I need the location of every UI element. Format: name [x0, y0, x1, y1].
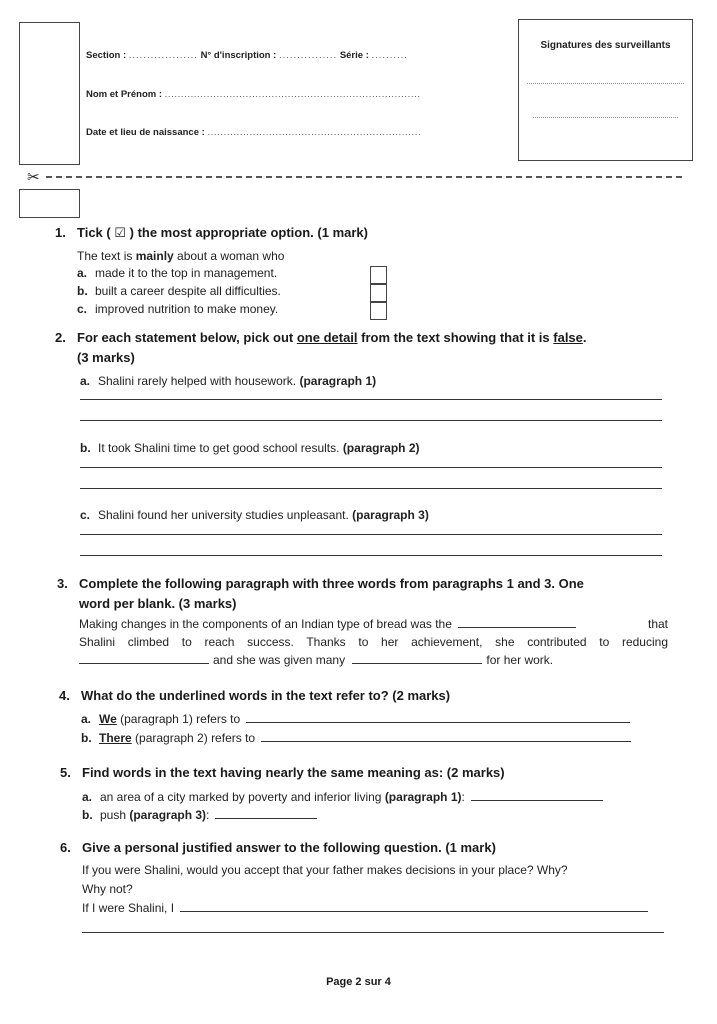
inscription-field[interactable]: ................ — [278, 50, 338, 61]
q2c-answer-line-2[interactable] — [80, 555, 662, 556]
option-text: improved nutrition to make money. — [95, 302, 279, 316]
section-field[interactable]: ................... — [128, 50, 198, 61]
item-text: an area of a city marked by poverty and inferior living — [100, 790, 385, 804]
item-word: We — [99, 712, 117, 726]
q6-question-line2: Why not? — [82, 882, 133, 896]
item-word: There — [99, 731, 132, 745]
header-row-birth — [86, 127, 421, 138]
item-colon: : — [206, 808, 210, 822]
item-text: It took Shalini time to get good school results. — [98, 441, 343, 455]
item-text: (paragraph 1) refers to — [116, 712, 241, 726]
q3-title-line2: word per blank. (3 marks) — [79, 596, 237, 611]
q6-number: 6. — [60, 840, 71, 855]
q3-blank-3[interactable] — [352, 654, 482, 664]
q1-option-c — [77, 302, 278, 316]
q5-title — [60, 765, 505, 780]
q4b-answer-blank[interactable] — [261, 732, 631, 742]
q2-title-underlined-2: false — [553, 330, 583, 345]
q1-title — [55, 225, 368, 241]
dashed-divider — [46, 176, 682, 178]
q2-item-b — [80, 441, 420, 455]
q4-number: 4. — [59, 688, 70, 703]
q2b-answer-line-2[interactable] — [80, 488, 662, 489]
q3-line1-post: that — [647, 617, 668, 631]
item-label: b. — [82, 808, 93, 822]
q2-item-c — [80, 508, 429, 522]
q3-para-line3 — [79, 653, 553, 667]
q5a-answer-blank[interactable] — [471, 791, 603, 801]
q1-stem-pre: The text is — [77, 249, 136, 263]
option-label: c. — [77, 302, 88, 316]
q2-title-end: . — [582, 330, 587, 345]
option-label: b. — [77, 284, 88, 298]
item-colon: : — [461, 790, 465, 804]
q1-checkbox-a[interactable] — [370, 266, 387, 284]
item-text: push — [100, 808, 130, 822]
q2a-answer-line-1[interactable] — [80, 399, 662, 400]
checkbox-icon: ☑ — [114, 225, 126, 240]
item-ref: (paragraph 2) — [342, 441, 420, 455]
q4-item-b — [81, 731, 631, 745]
q3-number: 3. — [57, 576, 68, 591]
q6-answer-row — [82, 901, 648, 915]
q1-option-b — [77, 284, 281, 298]
item-ref: (paragraph 3) — [129, 808, 207, 822]
inscription-label: N° d'inscription : — [200, 50, 277, 61]
q5b-answer-blank[interactable] — [215, 809, 317, 819]
q3-title-line1: Complete the following paragraph with three words from paragraphs 1 and 3. One — [79, 576, 584, 591]
item-label: a. — [81, 712, 92, 726]
q3-blank-2[interactable] — [79, 654, 209, 664]
option-label: a. — [77, 266, 88, 280]
q4-title — [59, 688, 450, 703]
q3-line3-mid: and she was given many — [213, 653, 346, 667]
header-row-name — [86, 89, 421, 100]
q5-item-a — [82, 790, 603, 804]
signature-line-2[interactable] — [533, 117, 678, 118]
page-number: Page 2 sur 4 — [326, 976, 391, 988]
q4-item-a — [81, 712, 630, 726]
q4a-answer-blank[interactable] — [246, 713, 630, 723]
item-ref: (paragraph 1) — [384, 790, 462, 804]
q6-answer-start: If I were Shalini, I — [82, 901, 175, 915]
birth-label: Date et lieu de naissance : — [86, 127, 205, 138]
q1-stem-post: about a woman who — [173, 249, 285, 263]
q6-title-text: Give a personal justified answer to the following question. (1 mark) — [82, 840, 496, 855]
q2-marks: (3 marks) — [77, 350, 135, 365]
serie-label: Série : — [339, 50, 369, 61]
q1-stem-bold: mainly — [135, 249, 174, 263]
option-text: built a career despite all difficulties. — [95, 284, 281, 298]
q5-number: 5. — [60, 765, 71, 780]
q1-title-pre: Tick ( — [77, 225, 111, 240]
header-row-section — [86, 50, 408, 61]
q2-title — [55, 330, 587, 345]
q6-question-line1: If you were Shalini, would you accept that your father makes decisions in your place? Why? — [82, 863, 568, 877]
serie-field[interactable]: .......... — [371, 50, 408, 61]
birth-field[interactable]: .................................................................. — [207, 127, 422, 138]
section-label: Section : — [86, 50, 127, 61]
q2c-answer-line-1[interactable] — [80, 534, 662, 535]
item-label: a. — [80, 374, 91, 388]
item-text: Shalini found her university studies unpleasant. — [98, 508, 353, 522]
q6-answer-line-1[interactable] — [180, 902, 648, 912]
q2-title-underlined-1: one detail — [296, 330, 358, 345]
q1-checkbox-c[interactable] — [370, 302, 387, 320]
q5-item-b — [82, 808, 317, 822]
q1-checkbox-b[interactable] — [370, 284, 387, 302]
q2-title-mid: from the text showing that it is — [357, 330, 554, 345]
q3-para-line1 — [79, 617, 668, 631]
q1-number: 1. — [55, 225, 66, 240]
item-label: c. — [80, 508, 91, 522]
photo-id-box — [19, 22, 80, 165]
item-ref: (paragraph 1) — [299, 374, 377, 388]
q3-para-line2: Shalini climbed to reach success. Thanks to her achievement, she contributed to reducing — [79, 635, 668, 649]
q3-line1-pre: Making changes in the components of an Indian type of bread was the — [79, 617, 452, 631]
q4-title-text: What do the underlined words in the text refer to? (2 marks) — [81, 688, 451, 703]
q1-stem — [77, 249, 284, 263]
q6-title — [60, 840, 496, 855]
name-field[interactable]: ............................................................................... — [164, 89, 421, 100]
item-text: Shalini rarely helped with housework. — [98, 374, 300, 388]
scissors-icon: ✂ — [27, 168, 40, 186]
q2b-answer-line-1[interactable] — [80, 467, 662, 468]
signatures-box — [518, 19, 693, 161]
item-text: (paragraph 2) refers to — [131, 731, 256, 745]
item-ref: (paragraph 3) — [352, 508, 429, 522]
signatures-title: Signatures des surveillants — [540, 40, 671, 51]
q1-title-post: ) the most appropriate option. (1 mark) — [129, 225, 368, 240]
q3-blank-1[interactable] — [458, 618, 576, 628]
q2-number: 2. — [55, 330, 66, 345]
q2-item-a — [80, 374, 376, 388]
item-label: b. — [81, 731, 92, 745]
q6-answer-line-2[interactable] — [82, 932, 664, 933]
q5-title-text: Find words in the text having nearly the same meaning as: (2 marks) — [82, 765, 505, 780]
cut-line — [27, 168, 682, 186]
q3-line3-post: for her work. — [486, 653, 554, 667]
signature-line-1[interactable] — [527, 83, 684, 84]
q2a-answer-line-2[interactable] — [80, 420, 662, 421]
option-text: made it to the top in management. — [95, 266, 278, 280]
score-box — [19, 189, 80, 218]
item-label: a. — [82, 790, 93, 804]
q3-title — [57, 576, 584, 591]
item-label: b. — [80, 441, 91, 455]
name-label: Nom et Prénom : — [86, 89, 163, 100]
q1-option-a — [77, 266, 277, 280]
q2-title-pre: For each statement below, pick out — [77, 330, 297, 345]
